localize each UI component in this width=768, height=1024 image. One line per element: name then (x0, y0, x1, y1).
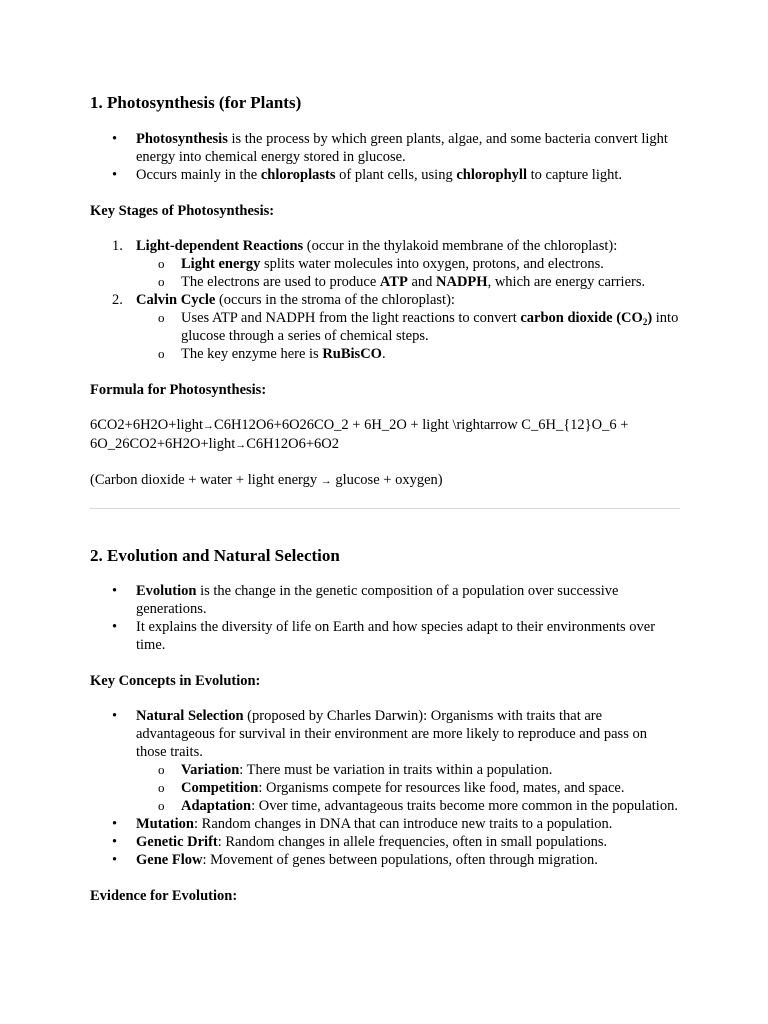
list-item: • It explains the diversity of life on Earth and how species adapt to their environments over time. (112, 619, 656, 653)
bullet-marker: • (112, 708, 118, 724)
list-item: • Gene Flow: Movement of genes between populations, often through migration. (112, 852, 598, 868)
list-item: o The electrons are used to produce ATP and NADPH, which are energy carriers. (158, 274, 646, 290)
list-item: o The key enzyme here is RuBisCO. (158, 346, 386, 362)
photosynthesis-bullets (90, 130, 680, 184)
list-item: o Adaptation: Over time, advantageous traits become more common in the population. (158, 798, 678, 814)
arrow-icon: → (320, 475, 332, 487)
word-equation: (Carbon dioxide + water + light energy → glucose + oxygen) (90, 472, 443, 488)
bullet-marker: • (112, 816, 118, 832)
document-page (90, 92, 680, 905)
section-1-heading: 1. Photosynthesis (for Plants) (90, 93, 302, 112)
section-2-heading: 2. Evolution and Natural Selection (90, 546, 340, 565)
formula-heading: Formula for Photosynthesis: (90, 382, 267, 398)
list-item: • Mutation: Random changes in DNA that can introduce new traits to a population. (112, 816, 613, 832)
stages-heading: Key Stages of Photosynthesis: (90, 203, 275, 219)
bullet-marker: • (112, 583, 118, 599)
list-item: • Evolution is the change in the genetic composition of a population over successive generations. (112, 583, 619, 617)
list-item: • Genetic Drift: Random changes in allele frequencies, often in small populations. (112, 834, 608, 850)
list-item: o Variation: There must be variation in traits within a population. (158, 762, 553, 778)
list-item: 1. Light-dependent Reactions (occur in the thylakoid membrane of the chloroplast): o Light energy splits water molecules into oxygen, protons, and electrons. o The electrons are used to produce ATP and NADPH, which are energy carriers. (90, 237, 680, 291)
list-item: • Occurs mainly in the chloroplasts of plant cells, using chlorophyll to capture light. (112, 167, 623, 183)
concepts-heading: Key Concepts in Evolution: (90, 673, 261, 689)
bullet-marker: • (112, 619, 118, 635)
evidence-heading: Evidence for Evolution: (90, 888, 238, 904)
arrow-icon: → (203, 420, 215, 432)
concepts-list (90, 707, 680, 869)
bullet-marker: • (112, 131, 118, 147)
list-item: 2. Calvin Cycle (occurs in the stroma of the chloroplast): o Uses ATP and NADPH from the light reactions to convert carbon dioxide $(CO_2)$ into glucose through a series of chemical steps. o The key enzyme here is RuBisCO. (90, 291, 680, 363)
list-item: o Uses ATP and NADPH from the light reactions to convert carbon dioxide $(CO_2)$ into glucose through a series of chemical steps. (158, 310, 679, 344)
arrow-icon: → (235, 439, 247, 451)
bullet-marker: • (112, 834, 118, 850)
list-item: o Competition: Organisms compete for resources like food, mates, and space. (158, 780, 625, 796)
bullet-marker: • (112, 167, 118, 183)
evolution-bullets (90, 582, 680, 654)
list-item: • Photosynthesis is the process by which green plants, algae, and some bacteria convert light energy into chemical energy stored in glucose. (112, 131, 668, 165)
bullet-marker: • (112, 852, 118, 868)
formula-text: 6CO2+6H2O+light→C6H12O6+6O26CO_2 + 6H_2O + light \rightarrow C_6H_{12}O_6 + 6O_26CO2+6H2O+light→C6H12O6+6O2 (90, 417, 629, 452)
stages-list (90, 237, 680, 363)
list-item: o Light energy splits water molecules into oxygen, protons, and electrons. (158, 256, 604, 272)
list-item: • Natural Selection (proposed by Charles Darwin): Organisms with traits that are advantageous for survival in their environment are more likely to reproduce and pass on those traits. o Variation: There must be variation in traits within a population. o Competition: Organisms compete for resources like food, mates, and space. o Adaptation: Over time, advantageous traits become more common in the population. (90, 707, 680, 815)
